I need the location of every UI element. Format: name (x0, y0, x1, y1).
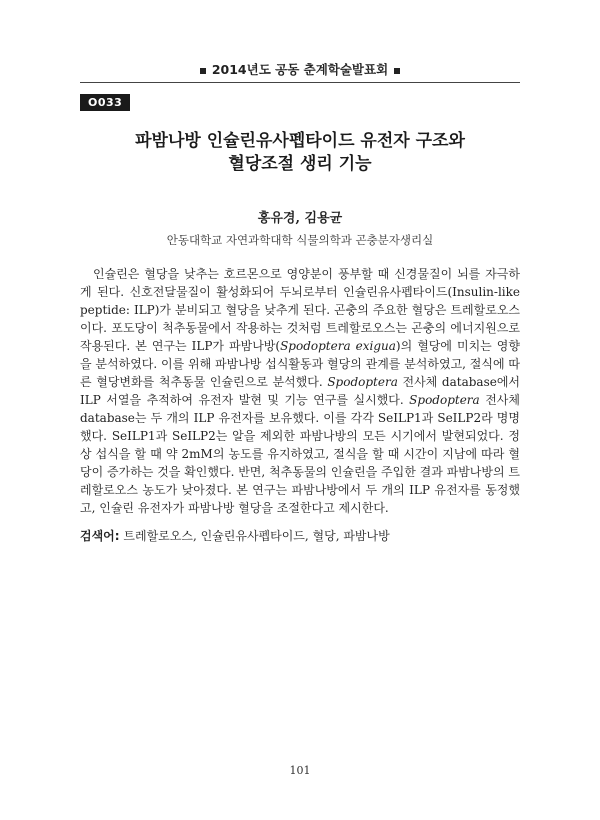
abstract-paragraph (80, 265, 520, 517)
keywords-text: 트레할로오스, 인슐린유사펩타이드, 혈당, 파밤나방 (119, 529, 390, 543)
abstract-text: 인슐린은 혈당을 낮추는 호르몬으로 영양분이 풍부할 때 신경물질이 뇌를 자극하게 된다. 신호전달물질이 활성화되어 두뇌로부터 인슐린유사펩타이드(Insulin-like peptide: ILP)가 분비되고 혈당을 낮추게 된다. 곤충의 주요한 혈당은 트레할로오스이다. 포도당이 척추동물에서 작용하는 것처럼 트레할로오스는 곤충의 에너지원으로 작용된다. 본 연구는 ILP가 파밤나방( (80, 267, 520, 353)
species-name: Spodoptera exigua (280, 339, 396, 353)
abstract-text: )의 혈당에 미치는 영향을 분석하였다. 이를 위해 파밤나방 섭식활동과 혈당의 관계를 분석하였고, 절식에 따른 혈당변화를 척추동물 인슐린으로 분석했다. (80, 339, 520, 389)
title-line-2: 혈당조절 생리 기능 (228, 154, 372, 174)
square-bullet-icon (394, 68, 400, 74)
paper-title (80, 130, 520, 176)
header-rule (80, 82, 520, 83)
keywords-label: 검색어: (80, 529, 120, 543)
affiliation: 안동대학교 자연과학대학 식물의학과 곤충분자생리실 (166, 233, 434, 247)
running-header (0, 60, 600, 78)
abstract-text: 전사체 database에서 ILP 서열을 추적하여 유전자 발현 및 기능 연구를 실시했다. (80, 375, 521, 407)
authors: 홍유경, 김용균 (257, 211, 343, 226)
genus-name: Spodoptera (409, 393, 480, 407)
page-number: 101 (289, 764, 311, 777)
abstract-text: 전사체 database는 두 개의 ILP 유전자를 보유했다. 이를 각각 SeILP1과 SeILP2라 명명했다. SeILP1과 SeILP2는 알을 제외한 파밤나방의 모든 시기에서 발현되었다. 정상 섭식을 할 때 약 2mM의 농도를 유지하였고, 절식을 할 때 시간이 지남에 따라 혈당이 증가하는 것을 확인했다. 반면, 척추동물의 인슐린을 주입한 결과 파밤나방의 트레할로오스 농도가 낮아졌다. 본 연구는 파밤나방에서 두 개의 ILP 유전자를 동정했고, 인슐린 유전자가 파밤나방 혈당을 조절한다고 제시한다. (80, 393, 520, 515)
square-bullet-icon (200, 68, 206, 74)
abstract-body (80, 265, 520, 517)
keywords (80, 527, 520, 545)
running-header-text: 2014년도 공동 춘계학술발표회 (211, 62, 389, 77)
genus-name: Spodoptera (327, 375, 398, 389)
abstract-code-badge: O033 (80, 94, 130, 111)
title-line-1: 파밤나방 인슐린유사펩타이드 유전자 구조와 (135, 131, 465, 151)
